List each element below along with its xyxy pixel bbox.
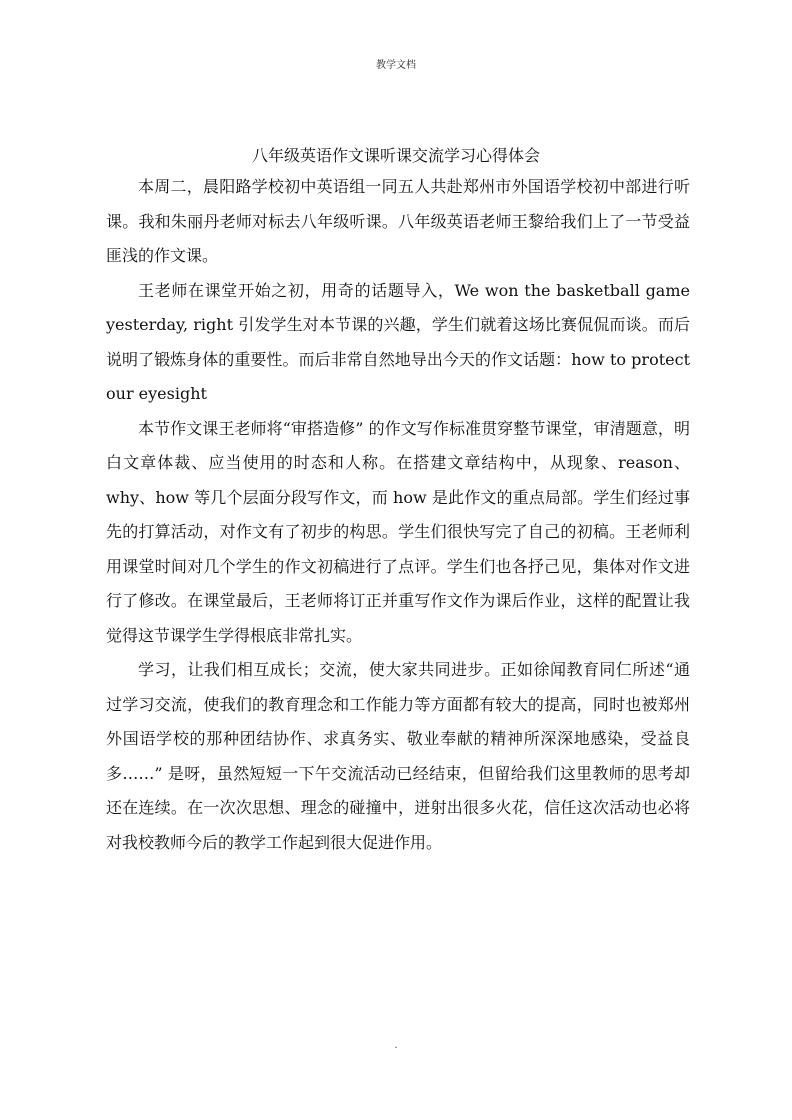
paragraph-1: 本周二，晨阳路学校初中英语组一同五人共赴郑州市外国语学校初中部进行听课。我和朱丽丹老师对标去八年级听课。八年级英语老师王黎给我们上了一节受益匪浅的作文课。: [106, 177, 690, 265]
page-footer-mark: .: [394, 1040, 398, 1051]
paragraph-3: 本节作文课王老师将“审搭造修” 的作文写作标准贯穿整节课堂，审清题意，明白文章体裁、应当使用的时态和人称。在搭建文章结构中，从现象、reason、why、how 等几个层面分段写作文，而 how 是此作文的重点局部。学生们经过事先的打算活动，对作文有了初步的构思。学生们很快写完了自己的初稿。王老师利用课堂时间对几个学生的作文初稿进行了点评。学生们也各抒己见，集体对作文进行了修改。在课堂最后，王老师将订正并重写作文作为课后作业，这样的配置让我觉得这节课学生学得根底非常扎实。: [106, 418, 690, 645]
paragraph-2: 王老师在课堂开始之初，用奇的话题导入，We won the basketball game yesterday, right 引发学生对本节课的兴趣，学生们就着这场比赛侃侃而谈。而后说明了锻炼身体的重要性。而后非常自然地导出今天的作文话题：how to protect our eyesight: [106, 280, 690, 403]
paragraph-4: 学习，让我们相互成长；交流，使大家共同进步。正如徐闻教育同仁所述“通过学习交流，使我们的教育理念和工作能力等方面都有较大的提高，同时也被郑州外国语学校的那种团结协作、求真务实、敬业奉献的精神所深深地感染，受益良多……” 是呀，虽然短短一下午交流活动已经结束，但留给我们这里教师的思考却还在连续。在一次次思想、理念的碰撞中，迸射出很多火花，信任这次活动也必将对我校教师今后的教学工作起到很大促进作用。: [106, 660, 690, 852]
document-body: [106, 170, 690, 860]
document-title: 八年级英语作文课听课交流学习心得体会: [251, 146, 540, 165]
page-header: 教学文档: [376, 60, 416, 71]
